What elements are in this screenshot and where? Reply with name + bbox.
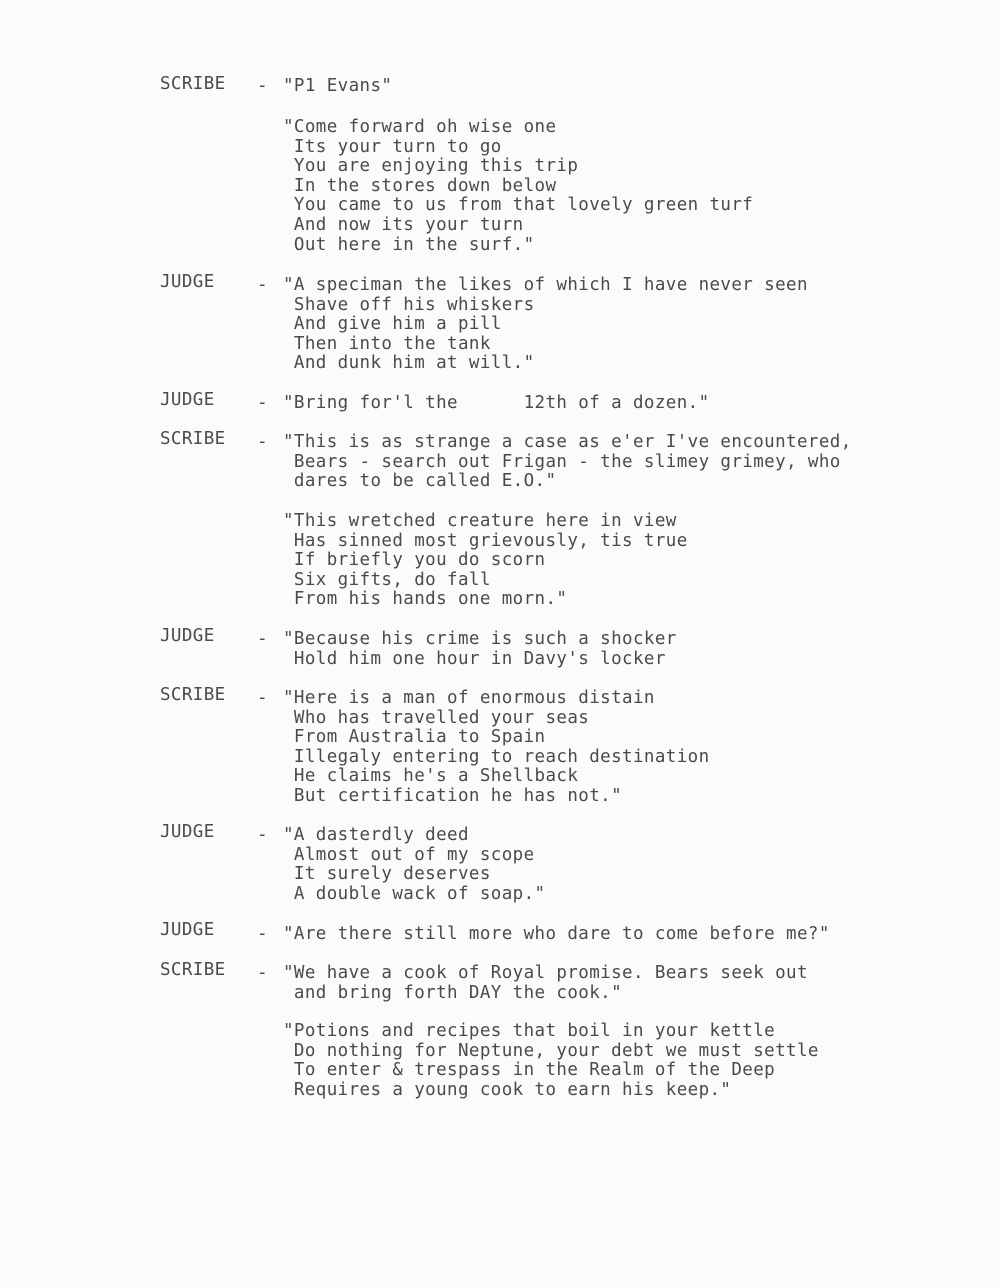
- dialogue-line: dares to be called E.O.": [283, 471, 557, 492]
- speaker-label: SCRIBE: [160, 74, 226, 94]
- speaker-label: SCRIBE: [160, 960, 226, 980]
- dash: -: [257, 963, 268, 983]
- dialogue-line: Out here in the surf.": [283, 234, 535, 255]
- dialogue-line: And dunk him at will.": [283, 353, 535, 374]
- dash: -: [257, 393, 268, 413]
- dialogue-line: But certification he has not.": [283, 786, 623, 806]
- dialogue-line: And give him a pill: [283, 314, 502, 335]
- dialogue-line: "Potions and recipes that boil in your kettle: [283, 1021, 776, 1041]
- speaker-label: JUDGE: [160, 390, 215, 410]
- dialogue-line: It surely deserves: [283, 864, 491, 885]
- dialogue-line: You came to us from that lovely green turf: [283, 195, 754, 216]
- dialogue-line: He claims he's a Shellback: [283, 766, 579, 787]
- dialogue-line: Hold him one hour in Davy's locker: [283, 648, 666, 669]
- dialogue-line: In the stores down below: [283, 175, 557, 196]
- dialogue-line: Then into the tank: [283, 333, 491, 354]
- dialogue-line: and bring forth DAY the cook.": [283, 982, 623, 1003]
- dialogue-line: "Bring for'l the 12th of a dozen.": [283, 393, 710, 413]
- dash: -: [257, 825, 268, 845]
- dash: -: [257, 629, 268, 649]
- dialogue-line: "We have a cook of Royal promise. Bears seek out: [283, 963, 808, 983]
- dialogue-line: From his hands one morn.": [283, 589, 568, 610]
- dash: -: [257, 432, 268, 452]
- speaker-label: JUDGE: [160, 920, 215, 940]
- dialogue-line: A double wack of soap.": [283, 883, 546, 904]
- dialogue-line: "P1 Evans": [283, 76, 393, 96]
- dialogue-line: To enter & trespass in the Realm of the Deep: [283, 1060, 776, 1081]
- dialogue-line: Has sinned most grievously, tis true: [283, 530, 688, 551]
- dialogue-line: "A speciman the likes of which I have never seen: [283, 275, 808, 295]
- dialogue-line: From Australia to Spain: [283, 727, 546, 748]
- dialogue-line: "Here is a man of enormous distain: [283, 688, 655, 708]
- dash: -: [257, 76, 268, 96]
- speaker-label: JUDGE: [160, 626, 215, 646]
- dialogue-line: And now its your turn: [283, 215, 524, 235]
- dialogue-line: Almost out of my scope: [283, 844, 535, 865]
- speaker-label: SCRIBE: [160, 429, 226, 449]
- speaker-label: JUDGE: [160, 272, 215, 292]
- dialogue-line: "Are there still more who dare to come before me?": [283, 924, 830, 944]
- dialogue-line: "Come forward oh wise one: [283, 117, 557, 137]
- dialogue-line: You are enjoying this trip: [283, 156, 579, 177]
- dialogue-line: "Because his crime is such a shocker: [283, 629, 677, 649]
- dialogue-line: Do nothing for Neptune, your debt we must settle: [283, 1040, 819, 1061]
- dialogue-line: Who has travelled your seas: [283, 707, 590, 728]
- dialogue-line: "A dasterdly deed: [283, 825, 469, 845]
- dialogue-line: If briefly you do scorn: [283, 550, 546, 571]
- dialogue-line: Shave off his whiskers: [283, 294, 535, 315]
- dialogue-line: "This wretched creature here in view: [283, 511, 677, 531]
- dialogue-line: Six gifts, do fall: [283, 569, 491, 590]
- dash: -: [257, 924, 268, 944]
- dialogue-line: Bears - search out Frigan - the slimey grimey, who: [283, 451, 841, 472]
- speaker-label: SCRIBE: [160, 685, 226, 705]
- dialogue-line: Illegaly entering to reach destination: [283, 746, 710, 767]
- dialogue-line: Its your turn to go: [283, 136, 502, 157]
- dialogue-line: "This is as strange a case as e'er I've encountered,: [283, 432, 852, 452]
- dialogue-line: Requires a young cook to earn his keep.": [283, 1079, 732, 1100]
- dash: -: [257, 275, 268, 295]
- speaker-label: JUDGE: [160, 822, 215, 842]
- dash: -: [257, 688, 268, 708]
